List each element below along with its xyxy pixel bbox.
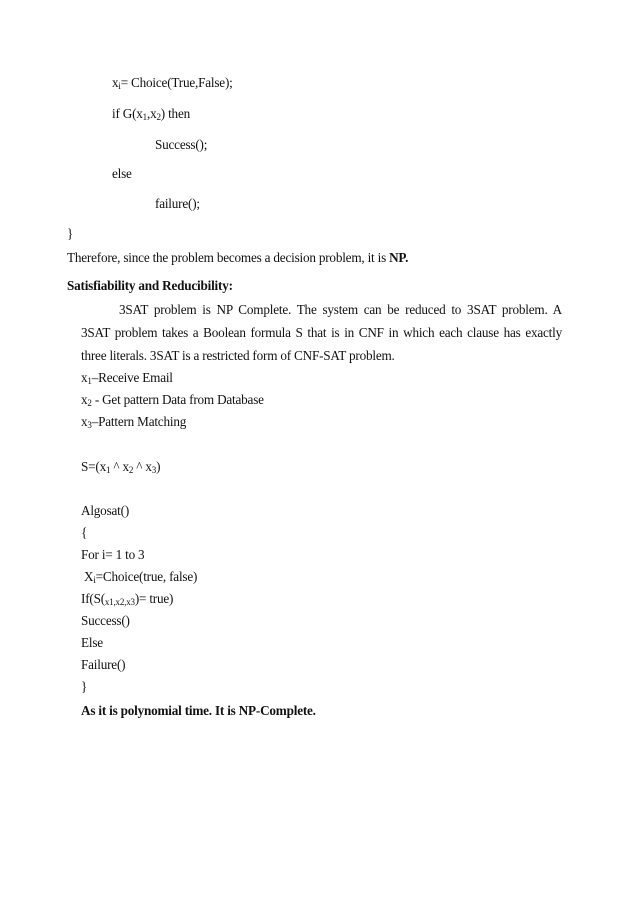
section-heading: Satisfiability and Reducibility: bbox=[67, 278, 233, 293]
algo-line-3: For i= 1 to 3 bbox=[81, 547, 145, 562]
paragraph-line-3: three literals. 3SAT is a restricted form of CNF-SAT problem. bbox=[81, 348, 395, 363]
np-label: NP. bbox=[389, 250, 409, 265]
code-line-success: Success(); bbox=[155, 137, 208, 152]
paragraph-line-2: 3SAT problem takes a Boolean formula S that is in CNF in which each clause has exactly bbox=[81, 325, 562, 340]
formula-s: $S=(x_1$ ^ $x_2$ ^ $x_3$) bbox=[81, 459, 161, 475]
variable-x3: $x_3$–Pattern Matching bbox=[81, 414, 187, 430]
paragraph-line-1: 3SAT problem is NP Complete. The system can be reduced to 3SAT problem. A bbox=[119, 302, 562, 317]
algo-line-9: } bbox=[81, 679, 88, 694]
code-closing-brace: } bbox=[67, 226, 74, 241]
algo-line-2: { bbox=[81, 525, 88, 540]
algo-line-1: Algosat() bbox=[81, 503, 130, 518]
algo-line-5: $If(S(_{x1,x2,x3})=$ true) bbox=[81, 591, 174, 607]
algo-line-7: Else bbox=[81, 635, 103, 650]
variable-x2: $x_2$ - Get pattern Data from Database bbox=[81, 392, 264, 408]
variable-x1: $x_1$–Receive Email bbox=[81, 370, 173, 386]
algo-line-4: $X_i=Choice(true$, false) bbox=[84, 569, 198, 585]
conclusion: As it is polynomial time. It is NP-Complete. bbox=[81, 703, 316, 718]
code-line-if: if $G(x_1,x_2)$ then bbox=[112, 106, 190, 122]
code-line-choice: $x_i=$ Choice(True,False); bbox=[112, 75, 233, 91]
algo-line-6: Success() bbox=[81, 613, 130, 628]
therefore-sentence: Therefore, since the problem becomes a decision problem, it is NP. bbox=[67, 250, 409, 265]
algo-line-8: Failure() bbox=[81, 657, 126, 672]
code-line-else: else bbox=[112, 166, 132, 181]
code-line-failure: failure(); bbox=[155, 196, 200, 211]
